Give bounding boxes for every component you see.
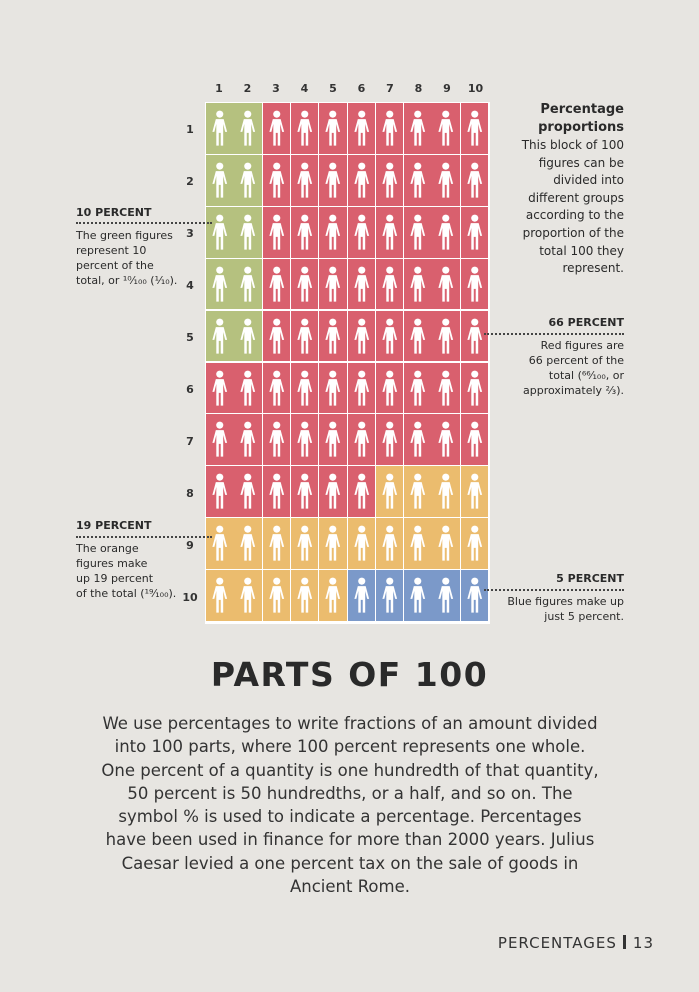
blue-figure-icon bbox=[404, 570, 432, 621]
red-figure-icon bbox=[348, 363, 376, 414]
red-figure-icon bbox=[404, 259, 432, 310]
red-figure-icon bbox=[376, 363, 404, 414]
column-number: 9 bbox=[443, 82, 451, 95]
green-body bbox=[76, 228, 206, 288]
red-figure-icon bbox=[319, 103, 347, 154]
orange-line: figures make bbox=[76, 557, 148, 570]
row-number: 8 bbox=[186, 487, 194, 500]
blue-note bbox=[484, 572, 624, 624]
red-figure-icon bbox=[404, 207, 432, 258]
red-figure-icon bbox=[461, 414, 489, 465]
blue-figure-icon bbox=[432, 570, 460, 621]
column-number: 2 bbox=[243, 82, 252, 95]
orange-figure-icon bbox=[319, 570, 347, 621]
red-figure-icon bbox=[263, 414, 291, 465]
green-line: total, or ¹⁰⁄₁₀₀ (¹⁄₁₀). bbox=[76, 274, 178, 287]
orange-figure-icon bbox=[291, 570, 319, 621]
orange-figure-icon bbox=[461, 466, 489, 517]
proportions-line: proportion of the bbox=[522, 225, 624, 240]
red-figure-icon bbox=[404, 414, 432, 465]
red-figure-icon bbox=[319, 155, 347, 206]
red-figure-icon bbox=[263, 207, 291, 258]
red-figure-icon bbox=[404, 311, 432, 362]
orange-line: of the total (¹⁹⁄₁₀₀). bbox=[76, 587, 177, 600]
blue-heading: 5 PERCENT bbox=[556, 572, 624, 585]
green-figure-icon bbox=[206, 103, 234, 154]
row-number: 1 bbox=[186, 123, 194, 136]
green-figure-icon bbox=[234, 103, 262, 154]
red-figure-icon bbox=[206, 414, 234, 465]
red-figure-icon bbox=[291, 363, 319, 414]
orange-figure-icon bbox=[319, 518, 347, 569]
red-figure-icon bbox=[404, 155, 432, 206]
proportions-line: represent. bbox=[562, 261, 624, 276]
red-figure-icon bbox=[263, 363, 291, 414]
red-figure-icon bbox=[404, 363, 432, 414]
red-figure-icon bbox=[376, 259, 404, 310]
green-leader-line bbox=[76, 222, 212, 224]
green-line: percent of the bbox=[76, 259, 154, 272]
column-number: 4 bbox=[300, 82, 309, 95]
red-figure-icon bbox=[432, 414, 460, 465]
green-figure-icon bbox=[234, 155, 262, 206]
red-figure-icon bbox=[404, 103, 432, 154]
red-figure-icon bbox=[376, 311, 404, 362]
orange-figure-icon bbox=[234, 570, 262, 621]
red-figure-icon bbox=[263, 155, 291, 206]
green-figure-icon bbox=[206, 259, 234, 310]
orange-figure-icon bbox=[291, 518, 319, 569]
orange-figure-icon bbox=[461, 518, 489, 569]
blue-leader-line bbox=[484, 589, 624, 591]
red-figure-icon bbox=[234, 363, 262, 414]
red-line: total (⁶⁶⁄₁₀₀, or bbox=[548, 369, 624, 382]
red-figure-icon bbox=[291, 259, 319, 310]
green-figure-icon bbox=[206, 311, 234, 362]
red-figure-icon bbox=[348, 103, 376, 154]
red-figure-icon bbox=[432, 259, 460, 310]
proportions-line: different groups bbox=[528, 190, 624, 205]
column-number: 1 bbox=[215, 82, 223, 95]
orange-figure-icon bbox=[348, 518, 376, 569]
red-figure-icon bbox=[234, 466, 262, 517]
red-figure-icon bbox=[291, 414, 319, 465]
red-figure-icon bbox=[348, 207, 376, 258]
red-figure-icon bbox=[376, 155, 404, 206]
green-line: The green figures bbox=[76, 229, 173, 242]
orange-figure-icon bbox=[206, 570, 234, 621]
column-number: 3 bbox=[272, 82, 280, 95]
orange-leader-line bbox=[76, 536, 212, 538]
red-figure-icon bbox=[319, 466, 347, 517]
proportions-line: total 100 they bbox=[539, 243, 624, 258]
figure-grid bbox=[205, 102, 490, 624]
red-figure-icon bbox=[376, 414, 404, 465]
orange-figure-icon bbox=[263, 570, 291, 621]
red-heading: 66 PERCENT bbox=[548, 316, 624, 329]
page-footer bbox=[498, 934, 654, 952]
green-figure-icon bbox=[234, 259, 262, 310]
blue-line: just 5 percent. bbox=[544, 610, 624, 623]
red-figure-icon bbox=[291, 207, 319, 258]
red-figure-icon bbox=[348, 466, 376, 517]
proportions-body bbox=[484, 137, 624, 278]
red-figure-icon bbox=[348, 259, 376, 310]
column-number: 8 bbox=[414, 82, 423, 95]
orange-figure-icon bbox=[376, 466, 404, 517]
green-heading: 10 PERCENT bbox=[76, 206, 152, 219]
orange-note bbox=[76, 519, 206, 601]
row-number: 7 bbox=[186, 435, 194, 448]
red-line: Red figures are bbox=[540, 339, 624, 352]
red-figure-icon bbox=[263, 311, 291, 362]
red-figure-icon bbox=[319, 363, 347, 414]
red-line: approximately ²⁄₃). bbox=[523, 384, 624, 397]
row-number: 10 bbox=[182, 591, 198, 604]
red-figure-icon bbox=[263, 103, 291, 154]
orange-line: up 19 percent bbox=[76, 572, 154, 585]
red-figure-icon bbox=[291, 103, 319, 154]
orange-figure-icon bbox=[432, 466, 460, 517]
proportions-line: figures can be bbox=[538, 155, 624, 170]
red-figure-icon bbox=[319, 311, 347, 362]
red-figure-icon bbox=[319, 414, 347, 465]
red-figure-icon bbox=[291, 466, 319, 517]
proportions-heading-line: proportions bbox=[538, 120, 624, 135]
page-title: PARTS OF 100 bbox=[210, 655, 489, 694]
orange-heading: 19 PERCENT bbox=[76, 519, 152, 532]
section-name: PERCENTAGES bbox=[497, 934, 617, 952]
blue-body bbox=[484, 594, 624, 624]
red-figure-icon bbox=[206, 466, 234, 517]
blue-figure-icon bbox=[348, 570, 376, 621]
green-note bbox=[76, 206, 206, 288]
red-line: 66 percent of the bbox=[528, 354, 624, 367]
red-note bbox=[484, 316, 624, 398]
red-figure-icon bbox=[432, 103, 460, 154]
column-number: 10 bbox=[467, 82, 484, 95]
green-figure-icon bbox=[206, 207, 234, 258]
orange-figure-icon bbox=[263, 518, 291, 569]
page-number: 13 bbox=[632, 934, 654, 952]
intro-paragraph: We use percentages to write fractions of an amount divided into 100 parts, where 100 percent represents one whole. One percent of a quantity is one hundredth of that quantity, 50 percent is 50 hundredths, or a half, and so on. The symbol % is used to indicate a percentage. Percentages have been used in finance for more than 2000 years. Julius Caesar levied a one percent tax on the sale of goods in Ancient Rome. bbox=[101, 714, 599, 897]
orange-figure-icon bbox=[234, 518, 262, 569]
orange-figure-icon bbox=[404, 518, 432, 569]
red-figure-icon bbox=[319, 207, 347, 258]
blue-line: Blue figures make up bbox=[507, 595, 624, 608]
row-number: 6 bbox=[186, 383, 194, 396]
red-figure-icon bbox=[348, 155, 376, 206]
red-body bbox=[484, 338, 624, 398]
proportions-line: divided into bbox=[553, 173, 624, 188]
orange-figure-icon bbox=[404, 466, 432, 517]
row-number: 9 bbox=[186, 539, 194, 552]
green-figure-icon bbox=[234, 207, 262, 258]
red-figure-icon bbox=[432, 363, 460, 414]
proportions-heading-line: Percentage bbox=[540, 102, 624, 117]
orange-figure-icon bbox=[206, 518, 234, 569]
orange-figure-icon bbox=[376, 518, 404, 569]
green-figure-icon bbox=[234, 311, 262, 362]
proportions-line: according to the bbox=[525, 208, 624, 223]
red-figure-icon bbox=[432, 155, 460, 206]
proportions-heading bbox=[484, 101, 624, 137]
column-number: 7 bbox=[386, 82, 394, 95]
red-figure-icon bbox=[263, 259, 291, 310]
red-figure-icon bbox=[206, 363, 234, 414]
red-figure-icon bbox=[376, 207, 404, 258]
red-figure-icon bbox=[348, 414, 376, 465]
row-number: 3 bbox=[186, 227, 194, 240]
red-figure-icon bbox=[348, 311, 376, 362]
red-figure-icon bbox=[432, 207, 460, 258]
row-number: 2 bbox=[186, 175, 194, 188]
proportions-line: This block of 100 bbox=[521, 138, 624, 152]
orange-figure-icon bbox=[432, 518, 460, 569]
red-figure-icon bbox=[432, 311, 460, 362]
proportions-note bbox=[484, 101, 624, 278]
column-number: 5 bbox=[329, 82, 337, 95]
red-figure-icon bbox=[234, 414, 262, 465]
green-line: represent 10 bbox=[76, 244, 147, 257]
red-figure-icon bbox=[263, 466, 291, 517]
red-figure-icon bbox=[291, 155, 319, 206]
footer-divider bbox=[623, 935, 626, 949]
column-number: 6 bbox=[357, 82, 366, 95]
red-figure-icon bbox=[319, 259, 347, 310]
blue-figure-icon bbox=[376, 570, 404, 621]
red-figure-icon bbox=[291, 311, 319, 362]
row-number: 4 bbox=[186, 279, 194, 292]
green-figure-icon bbox=[206, 155, 234, 206]
red-figure-icon bbox=[376, 103, 404, 154]
orange-line: The orange bbox=[76, 542, 139, 555]
orange-body bbox=[76, 541, 206, 601]
red-leader-line bbox=[484, 333, 624, 335]
row-number: 5 bbox=[186, 331, 194, 344]
